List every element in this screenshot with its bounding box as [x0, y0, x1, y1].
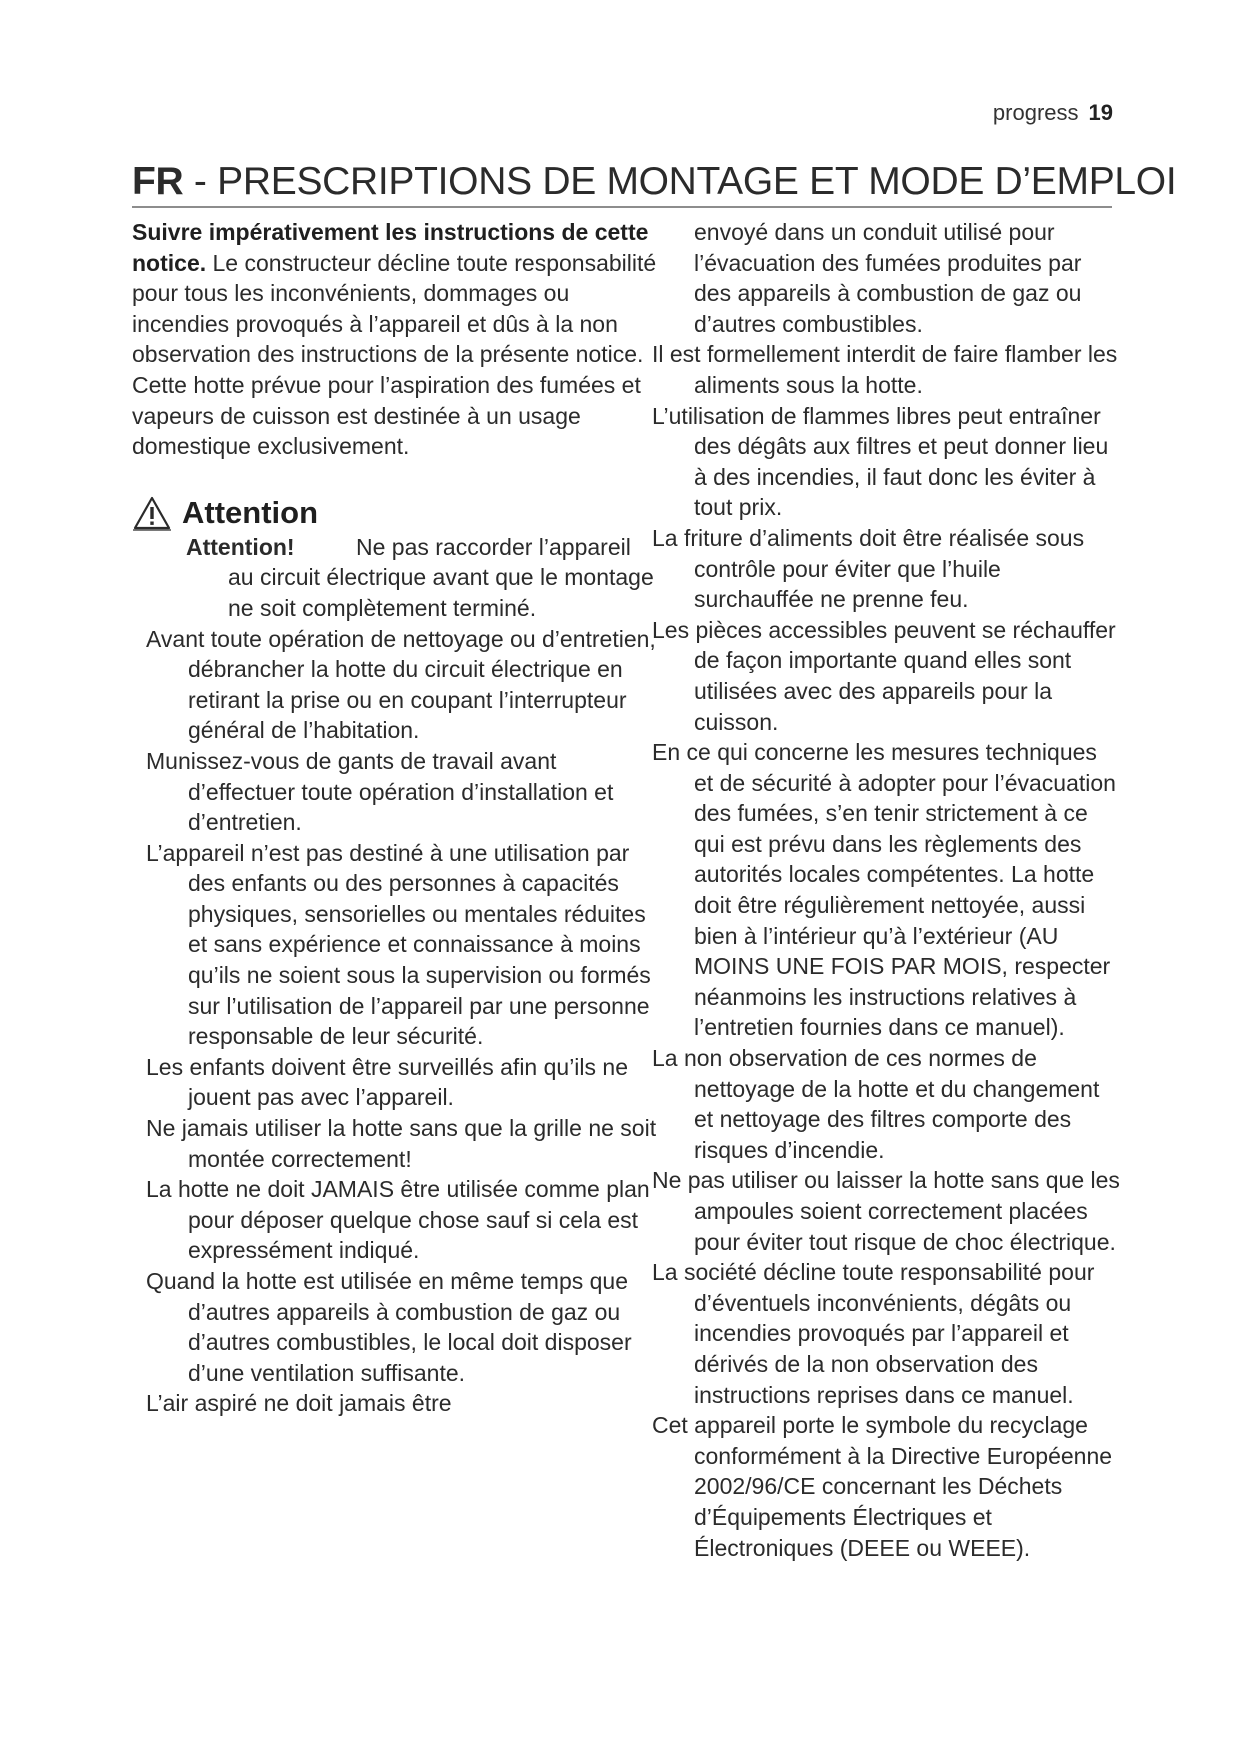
list-item: L’appareil n’est pas destiné à une utilisation par des enfants ou des personnes à capacités physiques, sensorielles ou mentales réduites et sans expérience et connaissance à moins qu’ils ne soient sous la supervision ou formés sur l’utilisation de l’appareil par une personne responsable de leur sécurité.	[146, 839, 651, 1050]
attention-label: Attention!	[186, 533, 295, 560]
intro-text: Le constructeur décline toute responsabilité pour tous les inconvénients, dommages ou incendies provoqués à l’appareil et dûs à la non observation des instructions de la présente notice. Cette hotte prévue pour l’aspiration des fumées et vapeurs de cuisson est destinée à un usage domestique exclusivement.	[132, 249, 657, 460]
warning-triangle-icon	[132, 495, 172, 531]
list-item: La non observation de ces normes de nettoyage de la hotte et du changement et nettoyage des filtres comporte des risques d’incendie.	[652, 1045, 1100, 1163]
title-language-code: FR	[132, 160, 184, 203]
list-item: Il est formellement interdit de faire flamber les aliments sous la hotte.	[652, 341, 1118, 398]
attention-first-item	[186, 532, 662, 624]
brand-name: progress	[992, 100, 1079, 125]
list-item: La hotte ne doit JAMAIS être utilisée comme plan pour déposer quelque chose sauf si cela est expressément indiqué.	[146, 1176, 650, 1264]
list-item: Avant toute opération de nettoyage ou d’entretien, débrancher la hotte du circuit électrique en retirant la prise ou en coupant l’interrupteur général de l’habitation.	[146, 625, 656, 744]
title-text: - PRESCRIPTIONS DE MONTAGE ET MODE D’EMPLOI	[183, 160, 1177, 203]
list-item: Ne jamais utiliser la hotte sans que la grille ne soit montée correctement!	[146, 1115, 657, 1172]
list-item: Ne pas utiliser ou laisser la hotte sans que les ampoules soient correctement placées pour éviter tout risque de choc électrique.	[652, 1167, 1120, 1255]
list-item: L’air aspiré ne doit jamais être	[146, 1390, 452, 1417]
list-item: En ce qui concerne les mesures techniques et de sécurité à adopter pour l’évacuation des fumées, s’en tenir strictement à ce qui est prévu dans les règlements des autorités locales compétentes. La hotte doit être régulièrement nettoyée, aussi bien à l’intérieur qu’à l’extérieur (AU MOINS UNE FOIS PAR MOIS, respecter néanmoins les instructions relatives à l’entretien fournies dans ce manuel).	[652, 739, 1116, 1041]
list-item: L’utilisation de flammes libres peut entraîner des dégâts aux filtres et peut donner lieu à des incendies, il faut donc les éviter à tout prix.	[652, 402, 1109, 521]
title-divider	[132, 206, 1112, 208]
list-item: La société décline toute responsabilité pour d’éventuels inconvénients, dégâts ou incendies provoqués par l’appareil et dérivés de la non observation des instructions reprises dans ce manuel.	[652, 1259, 1095, 1408]
list-item: Les pièces accessibles peuvent se réchauffer de façon importante quand elles sont utilisées avec des appareils pour la cuisson.	[652, 616, 1116, 735]
attention-title: Attention	[182, 494, 319, 530]
right-column	[652, 217, 1122, 1563]
attention-heading	[132, 494, 662, 532]
list-item: Quand la hotte est utilisée en même temps que d’autres appareils à combustion de gaz ou d’autres combustibles, le local doit disposer d’une ventilation suffisante.	[146, 1268, 632, 1386]
list-item: Les enfants doivent être surveillés afin qu’ils ne jouent pas avec l’appareil.	[146, 1053, 629, 1111]
right-safety-list	[652, 339, 1122, 1563]
list-item: Munissez-vous de gants de travail avant d’effectuer toute opération d’installation et d’entretien.	[146, 747, 614, 836]
intro-paragraph	[132, 217, 662, 462]
attention-first-text: Ne pas raccorder l’appareil	[356, 533, 631, 560]
left-column	[132, 217, 662, 1419]
page-number: 19	[1088, 100, 1113, 125]
page-title	[132, 160, 1177, 204]
attention-first-rest: au circuit électrique avant que le montage ne soit complètement terminé.	[228, 564, 654, 621]
continued-item: envoyé dans un conduit utilisé pour l’évacuation des fumées produites par des appareils à combustion de gaz ou d’autres combustibles.	[694, 219, 1082, 337]
left-safety-list	[146, 624, 662, 1419]
intro-bold: Suivre impérativement les instructions de cette notice.	[132, 219, 649, 276]
list-item: Cet appareil porte le symbole du recyclage conformément à la Directive Européenne 2002/96/CE concernant les Déchets d’Équipements Électriques et Électroniques (DEEE ou WEEE).	[652, 1412, 1113, 1561]
list-item: La friture d’aliments doit être réalisée sous contrôle pour éviter que l’huile surchauffée ne prenne feu.	[652, 524, 1085, 613]
page-header	[993, 100, 1113, 126]
